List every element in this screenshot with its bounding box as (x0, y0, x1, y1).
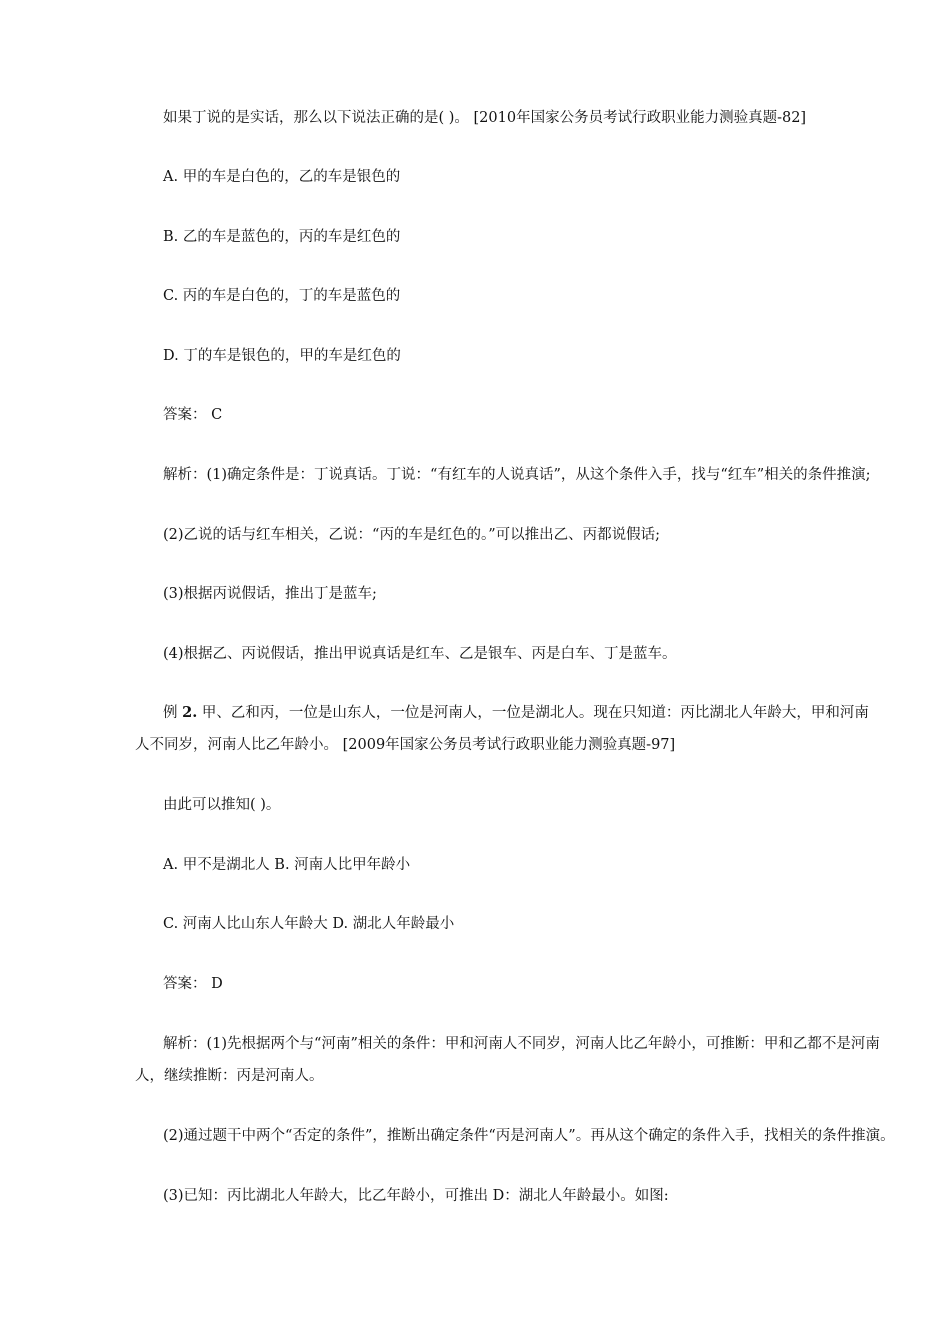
example-label: 例 (163, 705, 183, 721)
analysis-step-1: 解析：(1)确定条件是：丁说真话。丁说：“有红车的人说真话”，从这个条件入手，找与“红车”相关的条件推演; (163, 467, 871, 483)
example-number: 2. (182, 704, 198, 721)
example-2-analysis-1-continued: 人，继续推断：丙是河南人。 (135, 1068, 324, 1084)
example-2-question: 由此可以推知( )。 (163, 797, 281, 813)
option-c: C. 丙的车是白色的，丁的车是蓝色的 (163, 288, 401, 304)
example-2-stem-continued: 人不同岁，河南人比乙年龄小。 [2009年国家公务员考试行政职业能力测验真题-97] (135, 737, 676, 753)
analysis-step-3: (3)根据丙说假话，推出丁是蓝车; (163, 586, 377, 602)
example-2-analysis-2: (2)通过题干中两个“否定的条件”，推断出确定条件“丙是河南人”。再从这个确定的条件入手，找相关的条件推演。 (163, 1128, 895, 1144)
option-d: D. 丁的车是银色的，甲的车是红色的 (163, 348, 401, 364)
answer-line: 答案： C (163, 407, 223, 423)
example-2-answer: 答案： D (163, 976, 223, 992)
question-stem: 如果丁说的是实话，那么以下说法正确的是( )。 [2010年国家公务员考试行政职业能力测验真题-82] (163, 110, 807, 126)
example-2-stem (163, 703, 869, 723)
example-2-options-ab: A. 甲不是湖北人 B. 河南人比甲年龄小 (163, 857, 411, 873)
example-2-analysis-1: 解析：(1)先根据两个与“河南”相关的条件：甲和河南人不同岁，河南人比乙年龄小，可推断：甲和乙都不是河南 (163, 1036, 880, 1052)
example-2-options-cd: C. 河南人比山东人年龄大 D. 湖北人年龄最小 (163, 916, 455, 932)
example-stem-text: 甲、乙和丙，一位是山东人，一位是河南人，一位是湖北人。现在只知道：丙比湖北人年龄大，甲和河南 (197, 705, 869, 721)
option-a: A. 甲的车是白色的，乙的车是银色的 (163, 169, 401, 185)
example-2-analysis-3: (3)已知：丙比湖北人年龄大，比乙年龄小，可推出 D：湖北人年龄最小。如图: (163, 1188, 669, 1204)
analysis-step-2: (2)乙说的话与红车相关，乙说：“丙的车是红色的。”可以推出乙、丙都说假话; (163, 527, 660, 543)
option-b: B. 乙的车是蓝色的，丙的车是红色的 (163, 229, 401, 245)
analysis-step-4: (4)根据乙、丙说假话，推出甲说真话是红车、乙是银车、丙是白车、丁是蓝车。 (163, 646, 677, 662)
